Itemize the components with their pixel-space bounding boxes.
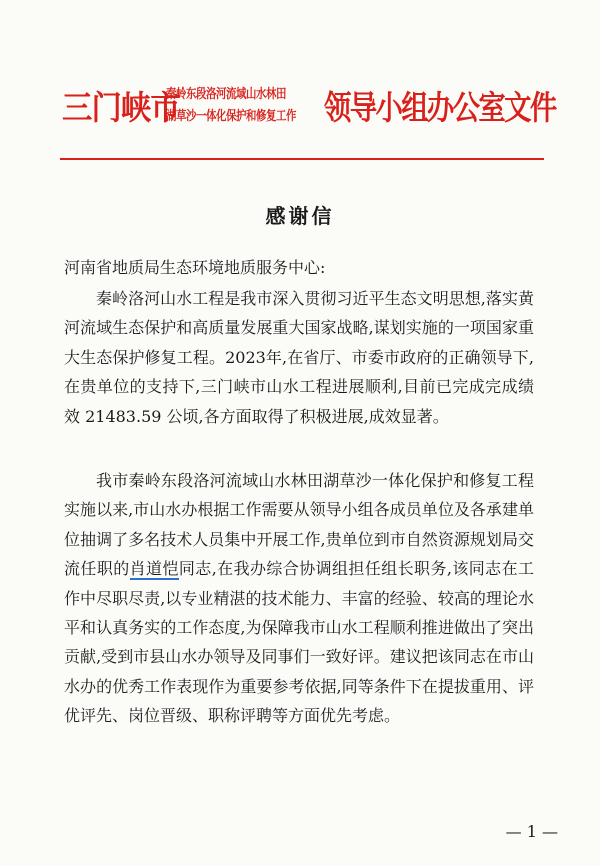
page-number: — 1 —	[505, 822, 558, 841]
paragraph-2-part-1: 我市秦岭东段洛河流域山水林田湖草沙一体化保护和修复工程实施以来,市山水办根据工作需要从领导小组各成员单位及各承建单位抽调了多名技术人员集中开展工作,贵单位到市自然资源规划局交流任职的	[64, 471, 534, 579]
header-city: 三门峡市	[62, 88, 180, 127]
paragraph-2-part-2: 同志,在我办综合协调组担任组长职务,该同志在工作中尽职尽责,以专业精湛的技术能力、丰富的经验、较高的理论水平和认真务实的工作态度,为保障我市山水工程顺利推进做出了突出贡献,受到市县山水办领导及同事们一致好评。建议把该同志在市山水办的优秀工作表现作为重要参考依据,同等条件下在提拔重用、评优评先、岗位晋级、职称评聘等方面优先考虑。	[64, 559, 534, 726]
header-project-name	[166, 84, 316, 128]
header-project-line-1: 秦岭东段洛河流域山水林田	[166, 87, 287, 102]
header-red-rule	[60, 158, 544, 160]
highlighted-person-name: 肖道恺	[129, 559, 179, 579]
header-project-line-2: 湖草沙一体化保护和修复工作	[166, 109, 297, 124]
letter-paragraph-2	[64, 466, 534, 731]
letter-recipient: 河南省地质局生态环境地质服务中心:	[64, 258, 326, 277]
header-office-suffix: 领导小组办公室文件	[324, 88, 556, 127]
document-header	[62, 80, 556, 140]
letter-title: 感谢信	[265, 204, 335, 228]
letter-paragraph-1: 秦岭洛河山水工程是我市深入贯彻习近平生态文明思想,落实黄河流域生态保护和高质量发展重大国家战略,谋划实施的一项国家重大生态保护修复工程。2023年,在省厅、市委市政府的正确领导下,在贵单位的支持下,三门峡市山水工程进展顺利,目前已完成完成绩效 21483.59 公顷,各方面取得了积极进展,成效显著。	[64, 289, 534, 426]
